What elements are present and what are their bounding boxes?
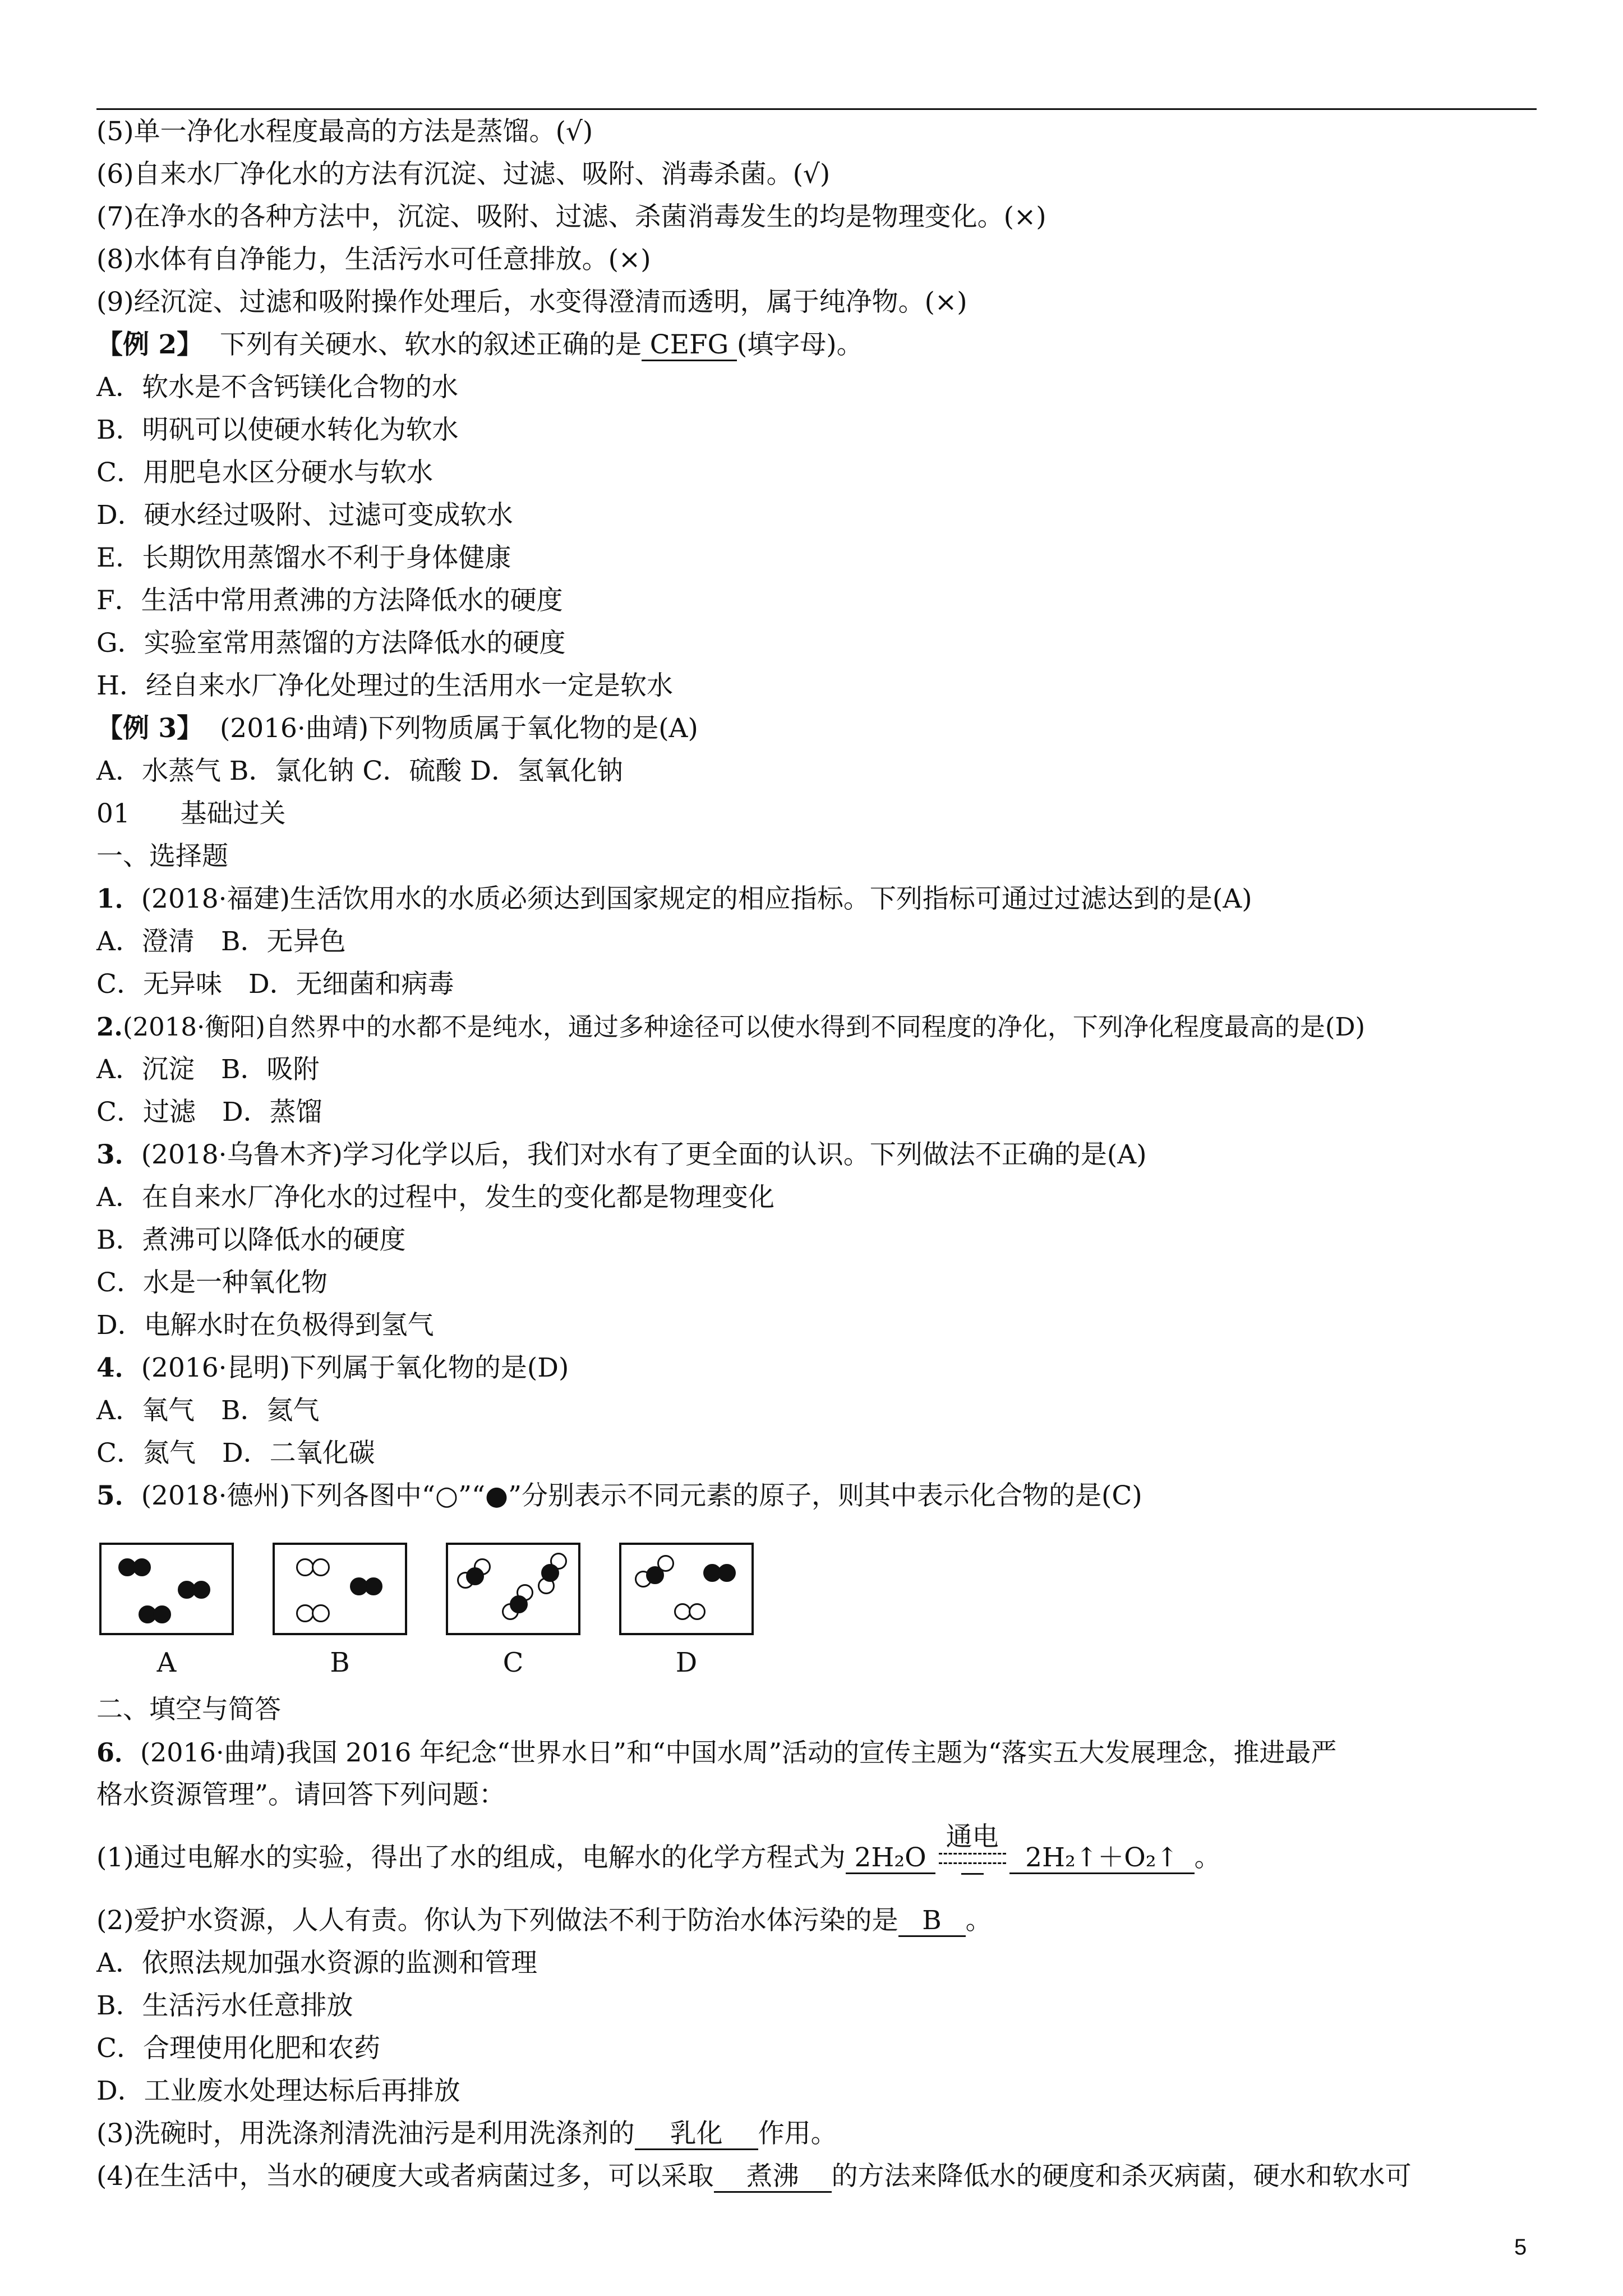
molecule-label-c: C — [502, 1647, 524, 1678]
statement-8: (8)水体有自净能力，生活污水可任意排放。(×) — [96, 244, 651, 275]
equals-sign — [939, 1853, 1006, 1864]
question-6-part-1 — [96, 1821, 1221, 1875]
equation-lhs: 2H₂O — [846, 1843, 935, 1874]
molecule-label-b: B — [330, 1647, 350, 1678]
example-2-option: A．软水是不含钙镁化合物的水 — [96, 372, 458, 403]
black-atom — [718, 1564, 736, 1582]
question-number: 2. — [96, 1012, 123, 1042]
part-1-end: 。 — [1194, 1842, 1221, 1873]
question-number: 5． — [96, 1480, 141, 1511]
part-heading-choice: 一、选择题 — [96, 841, 228, 872]
example-2-option: H．经自来水厂净化处理过的生活用水一定是软水 — [96, 670, 673, 701]
statement-7: (7)在净水的各种方法中，沉淀、吸附、过滤、杀菌消毒发生的均是物理变化。(×) — [96, 201, 1046, 232]
question-stem: (2016·曲靖)我国 2016 年纪念“世界水日”和“中国水周”活动的宣传主题为“落实五大发展理念，推进最严 — [140, 1737, 1337, 1768]
question-2 — [96, 1010, 1365, 1044]
question-number: 4． — [96, 1352, 141, 1383]
section-number: 01 — [96, 798, 130, 829]
example-3-stem — [96, 712, 698, 746]
question-stem: (2016·昆明)下列属于氧化物的是(D) — [141, 1352, 569, 1383]
equation-rhs: 2H₂↑＋O₂↑ — [1009, 1843, 1195, 1874]
black-atom — [192, 1581, 210, 1599]
example-2-option: B．明矾可以使硬水转化为软水 — [96, 415, 459, 445]
example-3-options: A．水蒸气 B．氯化钠 C．硫酸 D．氢氧化钠 — [96, 756, 623, 786]
part-4-text: (4)在生活中，当水的硬度大或者病菌过多，可以采取 — [96, 2161, 714, 2192]
part-3-text: (3)洗碗时，用洗涤剂清洗油污是利用洗涤剂的 — [96, 2118, 635, 2149]
part-2-option: D．工业废水处理达标后再排放 — [96, 2076, 460, 2106]
white-atom — [689, 1603, 706, 1620]
molecule-label-d: D — [675, 1647, 698, 1678]
question-4-options: A．氧气 B．氦气 — [96, 1395, 320, 1426]
question-number: 3． — [96, 1139, 141, 1170]
question-stem: (2018·福建)生活饮用水的水质必须达到国家规定的相应指标。下列指标可通过过滤达到的是(A) — [141, 884, 1252, 914]
black-atom — [646, 1566, 664, 1584]
example-2-question: 下列有关硬水、软水的叙述正确的是 — [219, 329, 642, 360]
section-heading — [96, 797, 285, 831]
part-2-text: (2)爱护水资源，人人有责。你认为下列做法不利于防治水体污染的是 — [96, 1905, 898, 1936]
statement-5: (5)单一净化水程度最高的方法是蒸馏。(√) — [96, 116, 593, 147]
part-heading-fill: 二、填空与简答 — [96, 1694, 281, 1725]
question-6-part-4 — [96, 2160, 1412, 2193]
black-atom — [365, 1577, 382, 1595]
question-number: 1． — [96, 884, 141, 914]
example-2-option: G．实验室常用蒸馏的方法降低水的硬度 — [96, 628, 566, 659]
example-2-option: C．用肥皂水区分硬水与软水 — [96, 457, 433, 488]
part-3-answer: 乳化 — [635, 2119, 758, 2150]
question-4-options: C．氮气 D．二氧化碳 — [96, 1438, 375, 1469]
molecule-box-b — [273, 1543, 407, 1635]
header-rule — [96, 108, 1537, 110]
condition-underline — [961, 1873, 984, 1875]
question-stem: (2018·德州)下列各图中“○”“●”分别表示不同元素的原子，则其中表示化合物的是(C) — [141, 1480, 1142, 1511]
reaction-condition — [939, 1821, 1006, 1874]
question-1-options: A．澄清 B．无异色 — [96, 926, 346, 957]
black-atom — [541, 1564, 559, 1582]
black-atom — [153, 1605, 171, 1623]
question-3-option: C．水是一种氧化物 — [96, 1267, 328, 1298]
question-6 — [96, 1736, 1337, 1769]
black-atom — [466, 1567, 484, 1585]
statement-9: (9)经沉淀、过滤和吸附操作处理后，水变得澄清而透明，属于纯净物。(×) — [96, 287, 967, 318]
white-atom — [312, 1558, 330, 1576]
part-2-option: B．生活污水任意排放 — [96, 1990, 353, 2021]
question-3-option: D．电解水时在负极得到氢气 — [96, 1310, 434, 1341]
question-4 — [96, 1351, 569, 1385]
question-number: 6． — [96, 1737, 141, 1768]
statement-6: (6)自来水厂净化水的方法有沉淀、过滤、吸附、消毒杀菌。(√) — [96, 159, 831, 190]
example-2-tail: (填字母)。 — [736, 329, 863, 360]
question-3-option: B．煮沸可以降低水的硬度 — [96, 1225, 406, 1255]
part-4-answer: 煮沸 — [714, 2162, 832, 2193]
question-2-options: A．沉淀 B．吸附 — [96, 1054, 320, 1085]
example-2-option: F．生活中常用煮沸的方法降低水的硬度 — [96, 585, 563, 616]
example-3-question: (2016·曲靖)下列物质属于氧化物的是(A) — [219, 713, 698, 744]
part-3-end: 作用。 — [758, 2118, 837, 2149]
question-stem: (2018·衡阳)自然界中的水都不是纯水，通过多种途径可以使水得到不同程度的净化，下列净化程度最高的是(D) — [122, 1012, 1366, 1042]
molecule-label-a: A — [156, 1647, 177, 1678]
part-4-end: 的方法来降低水的硬度和杀灭病菌，硬水和软水可 — [831, 2161, 1412, 2192]
molecule-box-a — [99, 1543, 234, 1635]
molecule-box-c — [446, 1543, 580, 1635]
question-2-options: C．过滤 D．蒸馏 — [96, 1097, 322, 1128]
molecule-box-d — [619, 1543, 754, 1635]
question-1 — [96, 882, 1252, 916]
black-atom — [510, 1595, 528, 1613]
condition-text: 通电 — [946, 1821, 999, 1852]
question-6-part-3 — [96, 2117, 837, 2151]
question-stem: (2018·乌鲁木齐)学习化学以后，我们对水有了更全面的认识。下列做法不正确的是(A) — [141, 1139, 1147, 1170]
part-2-option: C．合理使用化肥和农药 — [96, 2033, 380, 2064]
example-2-option: D．硬水经过吸附、过滤可变成软水 — [96, 500, 513, 531]
question-3 — [96, 1138, 1147, 1172]
part-1-text: (1)通过电解水的实验，得出了水的组成，电解水的化学方程式为 — [96, 1842, 846, 1873]
question-6-part-2 — [96, 1904, 992, 1938]
page-number: 5 — [1514, 2235, 1527, 2260]
question-3-option: A．在自来水厂净化水的过程中，发生的变化都是物理变化 — [96, 1182, 774, 1213]
example-2-option: E．长期饮用蒸馏水不利于身体健康 — [96, 542, 511, 573]
black-atom — [133, 1558, 151, 1576]
part-2-end: 。 — [965, 1905, 992, 1936]
white-atom — [312, 1604, 330, 1622]
part-2-option: A．依照法规加强水资源的监测和管理 — [96, 1948, 537, 1978]
section-title: 基础过关 — [180, 798, 286, 829]
question-5 — [96, 1479, 1142, 1513]
example-2-answer: CEFG — [642, 330, 737, 361]
example-3-label: 【例 3】 — [96, 713, 204, 744]
part-2-answer: B — [898, 1906, 966, 1937]
example-2-stem — [96, 328, 863, 362]
question-1-options: C．无异味 D．无细菌和病毒 — [96, 969, 454, 1000]
example-2-label: 【例 2】 — [96, 329, 204, 360]
question-6-stem-continued: 格水资源管理”。请回答下列问题： — [96, 1779, 506, 1810]
